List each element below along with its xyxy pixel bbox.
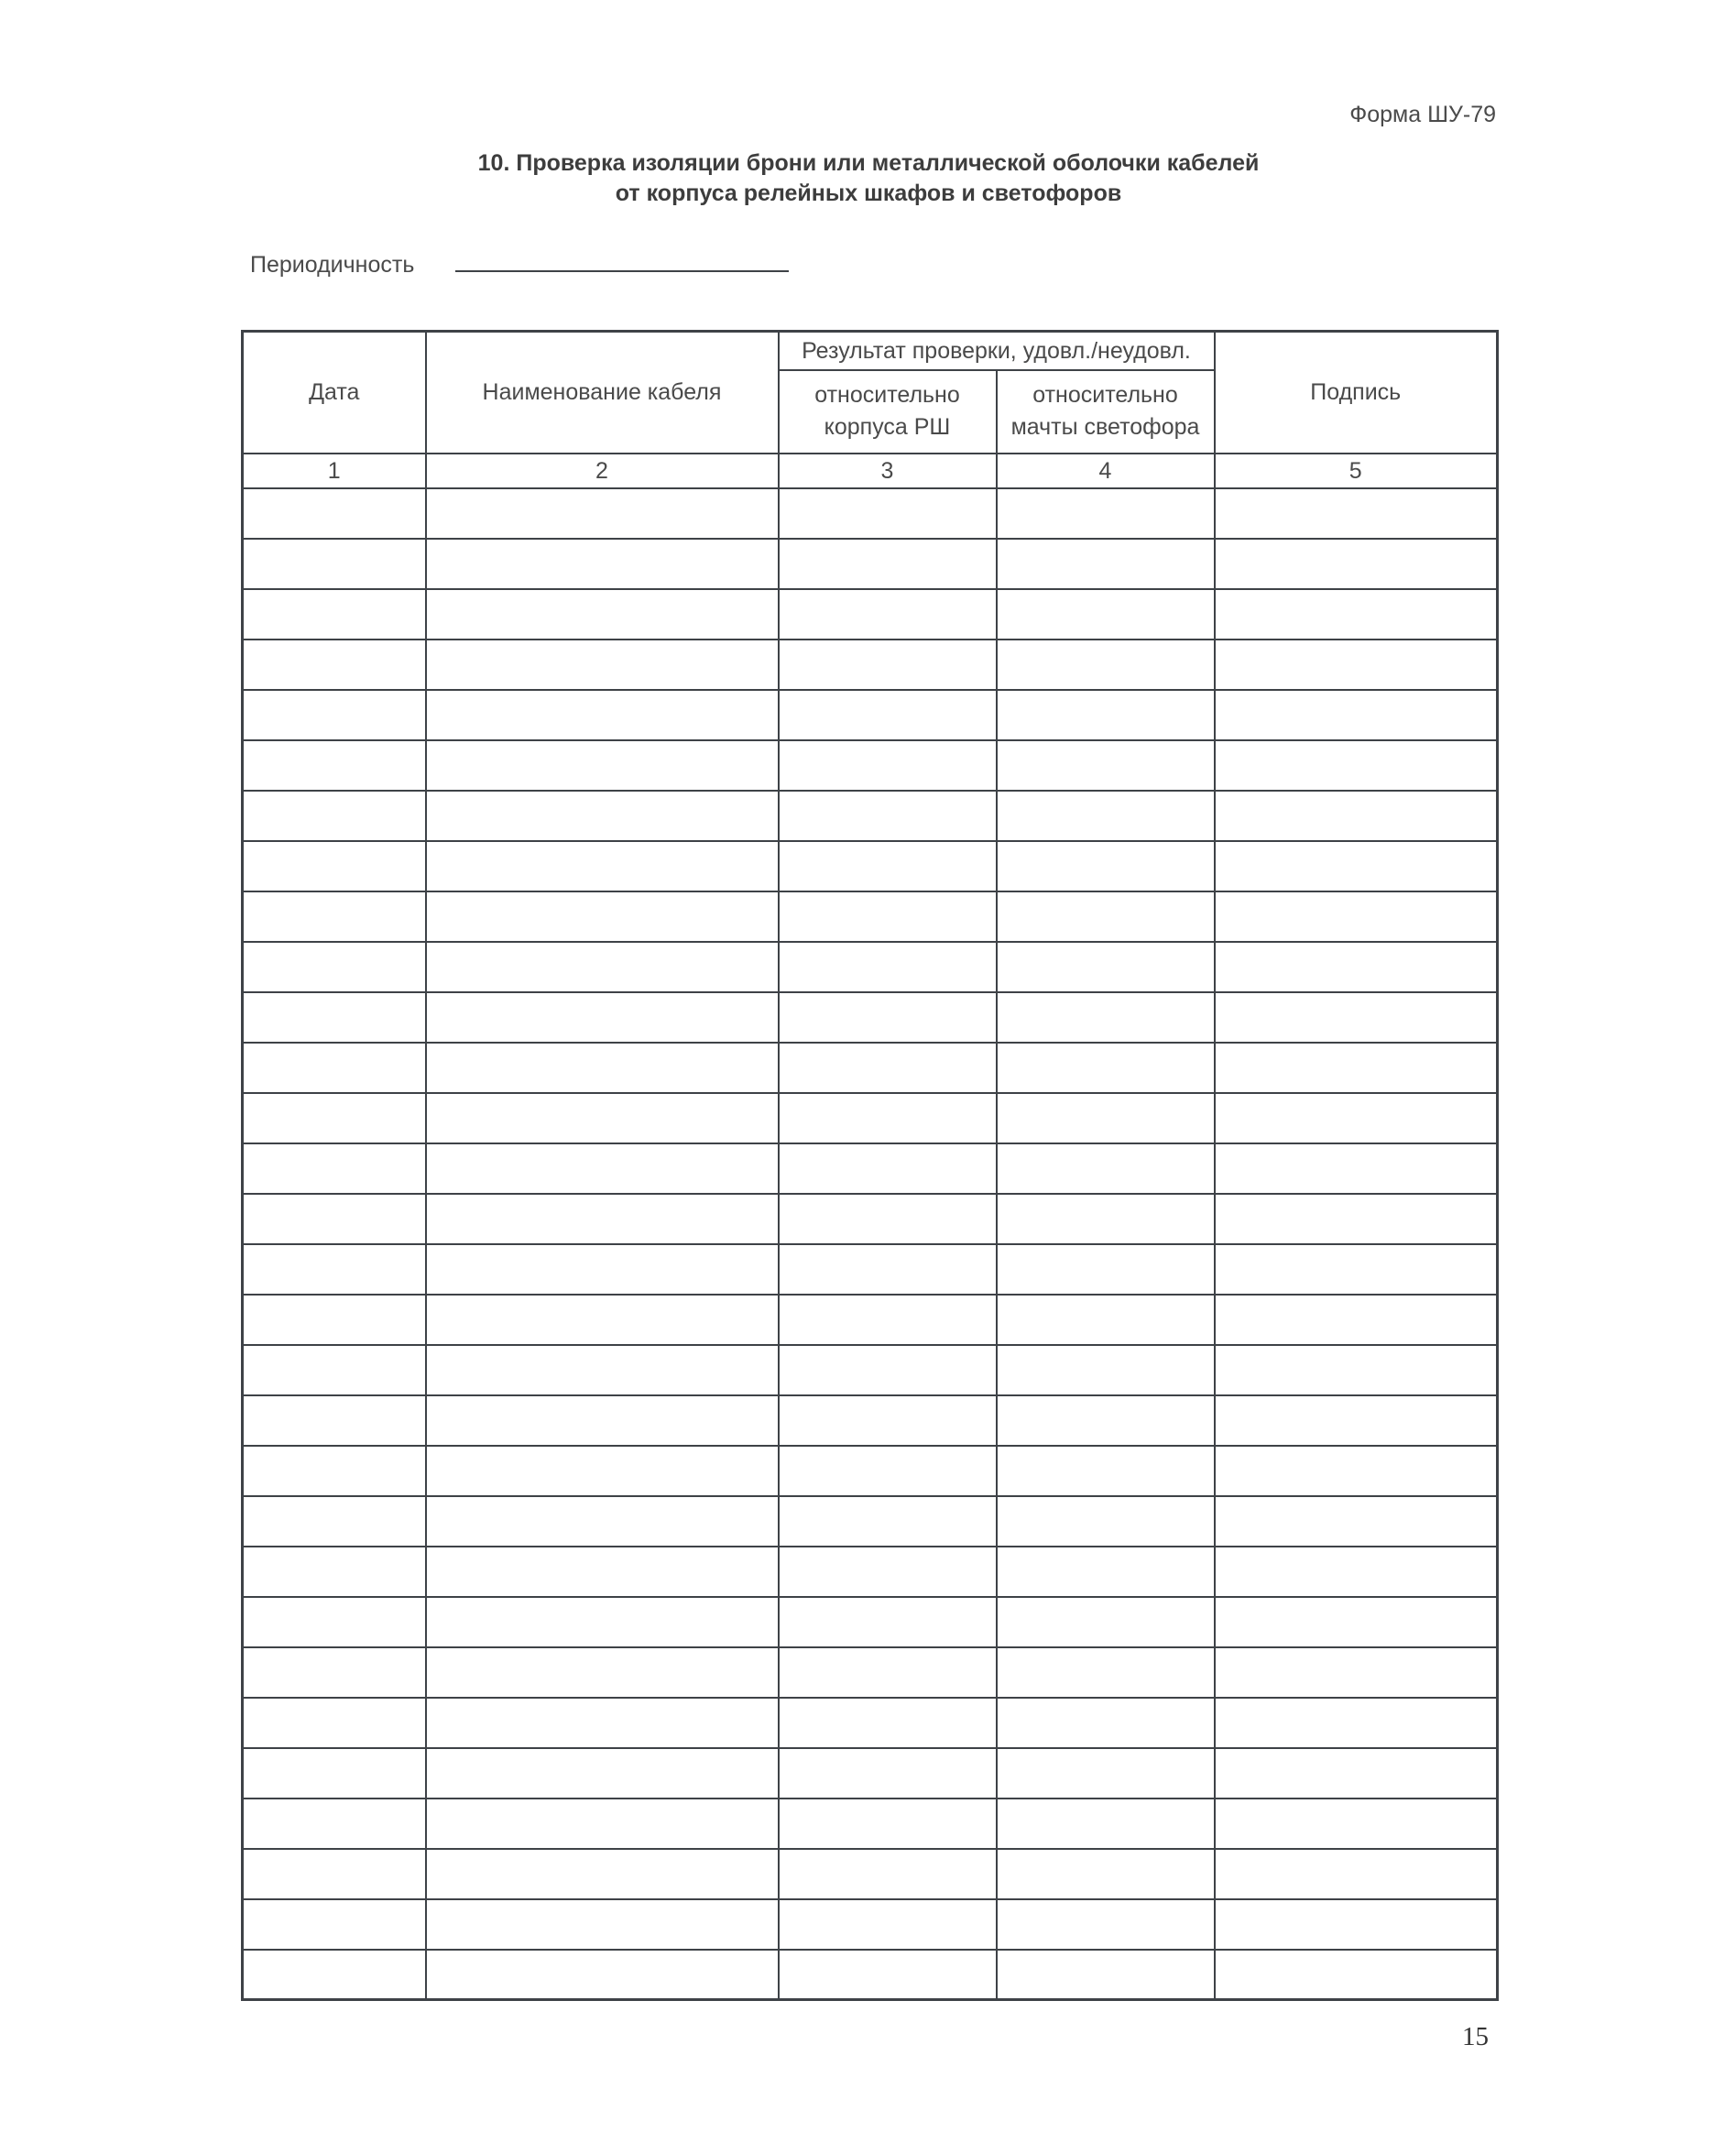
table-row [243, 690, 1498, 740]
table-cell [1215, 1597, 1498, 1647]
table-cell [426, 1295, 779, 1345]
table-cell [997, 690, 1215, 740]
table-cell [997, 791, 1215, 841]
table-cell [426, 539, 779, 589]
table-cell [1215, 488, 1498, 539]
page-number: 15 [1462, 2022, 1489, 2051]
table-cell [426, 1143, 779, 1194]
table-cell [426, 791, 779, 841]
table-row [243, 1547, 1498, 1597]
table-cell [426, 1899, 779, 1950]
table-cell [243, 1950, 426, 2000]
table-cell [1215, 942, 1498, 992]
table-cell [779, 942, 997, 992]
table-cell [779, 1899, 997, 1950]
table-cell [997, 1849, 1215, 1899]
table-cell [426, 1698, 779, 1748]
table-cell [997, 539, 1215, 589]
table-cell [426, 1647, 779, 1698]
table-cell [779, 1748, 997, 1799]
table-row [243, 1597, 1498, 1647]
table-cell [997, 1698, 1215, 1748]
table-cell [243, 1093, 426, 1143]
table-cell [779, 791, 997, 841]
table-row [243, 1950, 1498, 2000]
table-cell [997, 1244, 1215, 1295]
page-title-line1: 10. Проверка изоляции брони или металлической оболочки кабелей [477, 150, 1260, 176]
col-number: 1 [243, 454, 426, 488]
table-cell [1215, 1799, 1498, 1849]
table-cell [1215, 1043, 1498, 1093]
table-cell [997, 488, 1215, 539]
table-cell [1215, 1849, 1498, 1899]
table-cell [997, 1295, 1215, 1345]
table-cell [997, 1446, 1215, 1496]
col-header-result-group: Результат проверки, удовл./неудовл. [779, 332, 1215, 370]
table-row [243, 791, 1498, 841]
page-title [241, 148, 1496, 209]
table-cell [243, 1597, 426, 1647]
table-row [243, 1899, 1498, 1950]
table-cell [997, 1597, 1215, 1647]
col-number: 5 [1215, 454, 1498, 488]
table-cell [243, 1496, 426, 1547]
col-number: 2 [426, 454, 779, 488]
table-cell [997, 1345, 1215, 1395]
table-row [243, 1698, 1498, 1748]
table-cell [243, 1043, 426, 1093]
table-cell [997, 640, 1215, 690]
table-cell [997, 1395, 1215, 1446]
table-cell [1215, 1446, 1498, 1496]
table-cell [426, 942, 779, 992]
table-cell [426, 1244, 779, 1295]
table-cell [426, 891, 779, 942]
table-cell [243, 1143, 426, 1194]
table-cell [243, 539, 426, 589]
table-cell [426, 1395, 779, 1446]
table-cell [426, 1093, 779, 1143]
table-cell [243, 640, 426, 690]
table-cell [243, 1748, 426, 1799]
table-cell [1215, 891, 1498, 942]
table-cell [779, 1547, 997, 1597]
table-row [243, 539, 1498, 589]
table-cell [1215, 1194, 1498, 1244]
table-cell [779, 1143, 997, 1194]
table-cell [1215, 1547, 1498, 1597]
table-cell [243, 1446, 426, 1496]
table-row [243, 589, 1498, 640]
table-cell [779, 539, 997, 589]
table-cell [997, 1647, 1215, 1698]
periodicity-blank-line [455, 270, 789, 272]
table-cell [997, 740, 1215, 791]
table-row [243, 841, 1498, 891]
table-cell [997, 1899, 1215, 1950]
table-row [243, 1345, 1498, 1395]
table-cell [426, 1446, 779, 1496]
table-cell [997, 1748, 1215, 1799]
table-cell [243, 1849, 426, 1899]
table-cell [243, 1194, 426, 1244]
col-number: 3 [779, 454, 997, 488]
table-cell [997, 1093, 1215, 1143]
table-cell [779, 1496, 997, 1547]
table-row [243, 891, 1498, 942]
table-cell [243, 1547, 426, 1597]
table-cell [779, 1043, 997, 1093]
col-number: 4 [997, 454, 1215, 488]
table-cell [243, 891, 426, 942]
header-row-group [243, 332, 1498, 370]
table-cell [426, 1950, 779, 2000]
table-row [243, 1496, 1498, 1547]
table-cell [779, 1597, 997, 1647]
col-header-relative-rsh: относительно корпуса РШ [779, 370, 997, 454]
table-body [243, 488, 1498, 2000]
table-cell [1215, 1395, 1498, 1446]
table-row [243, 1194, 1498, 1244]
table-cell [426, 992, 779, 1043]
table-cell [243, 740, 426, 791]
table-row [243, 992, 1498, 1043]
table-cell [243, 992, 426, 1043]
table-cell [426, 1597, 779, 1647]
table-cell [1215, 1950, 1498, 2000]
table-row [243, 1395, 1498, 1446]
table-cell [426, 690, 779, 740]
table-cell [997, 1547, 1215, 1597]
table-cell [243, 1899, 426, 1950]
table-cell [1215, 1748, 1498, 1799]
table-cell [779, 1849, 997, 1899]
table-cell [243, 589, 426, 640]
table-cell [426, 1547, 779, 1597]
table-cell [1215, 1698, 1498, 1748]
col-header-relative-mast: относительно мачты светофора [997, 370, 1215, 454]
table-cell [243, 690, 426, 740]
col-header-signature: Подпись [1215, 332, 1498, 454]
table-cell [997, 942, 1215, 992]
table-cell [426, 640, 779, 690]
table-cell [243, 1647, 426, 1698]
table-cell [243, 1698, 426, 1748]
table-row [243, 1849, 1498, 1899]
table-cell [779, 841, 997, 891]
table-cell [426, 740, 779, 791]
table-cell [243, 1395, 426, 1446]
table-cell [779, 1093, 997, 1143]
col-header-cable-name: Наименование кабеля [426, 332, 779, 454]
table-cell [997, 992, 1215, 1043]
table-cell [243, 1799, 426, 1849]
table-cell [1215, 640, 1498, 690]
table-row [243, 1093, 1498, 1143]
table-row [243, 1043, 1498, 1093]
table-cell [1215, 841, 1498, 891]
table-cell [1215, 992, 1498, 1043]
table-row [243, 740, 1498, 791]
table-cell [779, 1446, 997, 1496]
table-cell [779, 1345, 997, 1395]
table-cell [779, 640, 997, 690]
table-row [243, 1748, 1498, 1799]
table-cell [997, 1043, 1215, 1093]
table-row [243, 1143, 1498, 1194]
table-cell [1215, 589, 1498, 640]
table-cell [426, 1748, 779, 1799]
table-row [243, 1244, 1498, 1295]
table-cell [243, 488, 426, 539]
table-row [243, 1295, 1498, 1345]
table-cell [779, 1698, 997, 1748]
table-cell [997, 1799, 1215, 1849]
table-cell [779, 1194, 997, 1244]
table-cell [779, 690, 997, 740]
table-cell [779, 589, 997, 640]
table-cell [997, 891, 1215, 942]
table-cell [243, 791, 426, 841]
table-cell [426, 1043, 779, 1093]
table-cell [243, 942, 426, 992]
table-cell [426, 589, 779, 640]
table-row [243, 1799, 1498, 1849]
table-cell [426, 841, 779, 891]
table-cell [779, 1295, 997, 1345]
table-cell [1215, 1496, 1498, 1547]
table-cell [243, 1345, 426, 1395]
table-cell [426, 1849, 779, 1899]
table-cell [243, 1295, 426, 1345]
inspection-table [241, 330, 1499, 2001]
table-cell [1215, 1647, 1498, 1698]
table-cell [997, 1194, 1215, 1244]
table-cell [1215, 740, 1498, 791]
periodicity-label: Периодичность [250, 252, 415, 278]
table-row [243, 640, 1498, 690]
table-row [243, 942, 1498, 992]
table-cell [1215, 1244, 1498, 1295]
table-cell [426, 1194, 779, 1244]
table-cell [243, 1244, 426, 1295]
table-cell [779, 740, 997, 791]
column-number-row [243, 454, 1498, 488]
table-cell [779, 891, 997, 942]
table-cell [779, 1799, 997, 1849]
table-cell [997, 589, 1215, 640]
table-cell [426, 1799, 779, 1849]
table-cell [1215, 690, 1498, 740]
table-row [243, 1647, 1498, 1698]
table-cell [779, 1395, 997, 1446]
table-cell [997, 841, 1215, 891]
table-cell [426, 1345, 779, 1395]
table-cell [997, 1496, 1215, 1547]
table-cell [1215, 1093, 1498, 1143]
table-cell [1215, 1345, 1498, 1395]
table-cell [997, 1143, 1215, 1194]
col-header-date: Дата [243, 332, 426, 454]
table-cell [779, 992, 997, 1043]
table-cell [243, 841, 426, 891]
table-cell [997, 1950, 1215, 2000]
table-cell [1215, 791, 1498, 841]
table-header [243, 332, 1498, 488]
table-cell [779, 1244, 997, 1295]
periodicity-row [241, 251, 1496, 279]
table-row [243, 1446, 1498, 1496]
page-title-line2: от корпуса релейных шкафов и светофоров [615, 180, 1122, 206]
table-cell [779, 1647, 997, 1698]
table-cell [779, 488, 997, 539]
table-row [243, 488, 1498, 539]
table-cell [426, 1496, 779, 1547]
form-code: Форма ШУ-79 [1349, 102, 1496, 127]
table-cell [1215, 1143, 1498, 1194]
table-cell [1215, 539, 1498, 589]
table-cell [1215, 1295, 1498, 1345]
table-cell [1215, 1899, 1498, 1950]
table-cell [779, 1950, 997, 2000]
table-cell [426, 488, 779, 539]
